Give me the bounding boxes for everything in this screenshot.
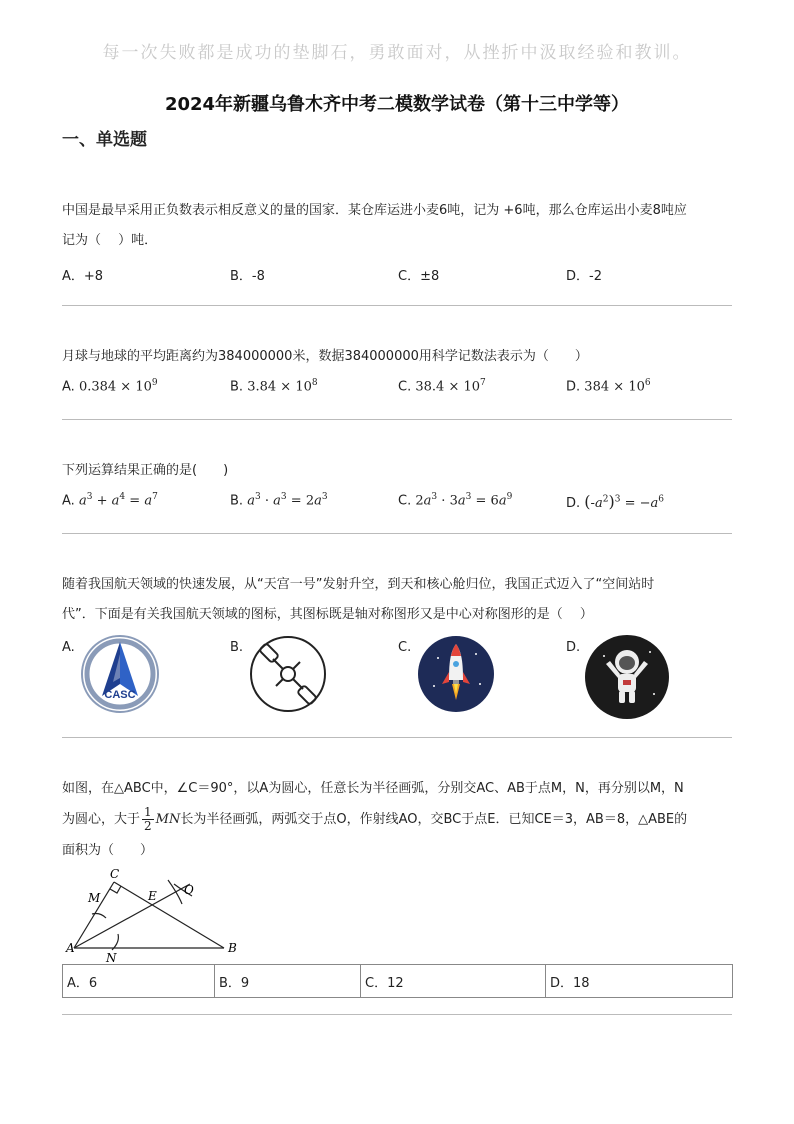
page-title: 2024年新疆乌鲁木齐中考二模数学试卷（第十三中学等） bbox=[164, 94, 630, 115]
question-5 bbox=[62, 773, 742, 866]
option-a[interactable]: A. $0.384 \times 10^9$ bbox=[62, 378, 158, 395]
option-d[interactable]: D. $384 \times 10^6$ bbox=[566, 378, 651, 395]
option-b[interactable]: B．9 bbox=[215, 965, 361, 998]
option-b[interactable]: B. $a^3 \cdot a^3 = 2a^3$ bbox=[230, 492, 328, 509]
svg-text:A: A bbox=[66, 941, 75, 955]
option-b[interactable]: B．-8 bbox=[230, 269, 265, 284]
question-4-line1: 随着我国航天领域的快速发展，从“天宫一号”发射升空，到天和核心舱归位，我国正式迈入了“空间站时 bbox=[62, 577, 655, 592]
option-d[interactable]: D．-2 bbox=[566, 269, 602, 284]
option-a[interactable]: A．6 bbox=[63, 965, 215, 998]
question-5-line1: 如图，在△ABC中，∠C＝90°，以A为圆心，任意长为半径画弧，分别交AC、AB于点M，N，再分别以M，N bbox=[62, 781, 684, 796]
question-1-line1: 中国是最早采用正负数表示相反意义的量的国家．某仓库运进小麦6吨，记为 +6吨，那么仓库运出小麦8吨应 bbox=[62, 203, 687, 218]
question-1-options bbox=[62, 265, 742, 289]
question-1-line2: 记为（ ）吨． bbox=[62, 233, 158, 248]
divider bbox=[62, 533, 732, 534]
question-5-line3: 面积为（ ） bbox=[62, 843, 154, 858]
answer-table bbox=[62, 964, 733, 998]
option-c-label[interactable]: C. bbox=[398, 640, 412, 655]
divider bbox=[62, 419, 732, 420]
svg-text:N: N bbox=[106, 951, 117, 964]
option-d[interactable]: D. $(-a^2)^3 = -a^6$ bbox=[566, 492, 665, 511]
question-2 bbox=[62, 342, 742, 372]
svg-text:O: O bbox=[184, 883, 194, 897]
divider bbox=[62, 1014, 732, 1015]
casc-logo-icon[interactable] bbox=[80, 634, 160, 714]
option-d[interactable]: D．18 bbox=[546, 965, 733, 998]
triangle-figure bbox=[60, 864, 250, 964]
option-c[interactable]: C．12 bbox=[361, 965, 546, 998]
question-4-line2: 代”．下面是有关我国航天领域的图标，其图标既是轴对称图形又是中心对称图形的是（ ） bbox=[62, 607, 593, 622]
motto: 每一次失败都是成功的垫脚石，勇敢面对，从挫折中汲取经验和教训。 bbox=[102, 43, 692, 63]
option-c[interactable]: C. $38.4 \times 10^7$ bbox=[398, 378, 486, 395]
option-a-label[interactable]: A. bbox=[62, 640, 75, 655]
option-a[interactable]: A．+8 bbox=[62, 269, 104, 284]
option-b-label[interactable]: B. bbox=[230, 640, 244, 655]
option-c[interactable]: C．±8 bbox=[398, 269, 440, 284]
question-3 bbox=[62, 456, 742, 486]
option-c[interactable]: C. $2a^3 \cdot 3a^3 = 6a^9$ bbox=[398, 492, 513, 509]
svg-text:E: E bbox=[148, 889, 157, 903]
rocket-icon[interactable] bbox=[416, 634, 496, 714]
divider bbox=[62, 737, 732, 738]
fraction: $\frac{1}{2}$ bbox=[144, 805, 152, 833]
svg-text:M: M bbox=[88, 891, 101, 905]
question-2-options bbox=[62, 378, 742, 402]
section-heading: 一、单选题 bbox=[62, 130, 147, 150]
svg-text:B: B bbox=[228, 941, 237, 955]
question-5-line2: 为圆心，大于 $\frac{1}{2}$ MN长为半径画弧，两弧交于点O，作射线AO，交BC于点E．已知CE＝3，AB＝8，△ABE的 bbox=[62, 805, 688, 833]
logo-text: CASC bbox=[104, 689, 136, 701]
question-2-text: 月球与地球的平均距离约为384000000米，数据384000000用科学记数法表示为（ ） bbox=[62, 349, 588, 364]
question-1 bbox=[62, 196, 742, 256]
option-b[interactable]: B. $3.84 \times 10^8$ bbox=[230, 378, 318, 395]
option-a[interactable]: A. $a^3 + a^4 = a^7$ bbox=[62, 492, 158, 509]
svg-text:C: C bbox=[110, 867, 120, 881]
satellite-icon[interactable] bbox=[248, 634, 328, 714]
question-3-text: 下列运算结果正确的是( ) bbox=[62, 463, 229, 478]
astronaut-icon[interactable] bbox=[584, 634, 670, 720]
option-d-label[interactable]: D. bbox=[566, 640, 581, 655]
question-4 bbox=[62, 570, 742, 630]
divider bbox=[62, 305, 732, 306]
question-3-options bbox=[62, 492, 742, 516]
